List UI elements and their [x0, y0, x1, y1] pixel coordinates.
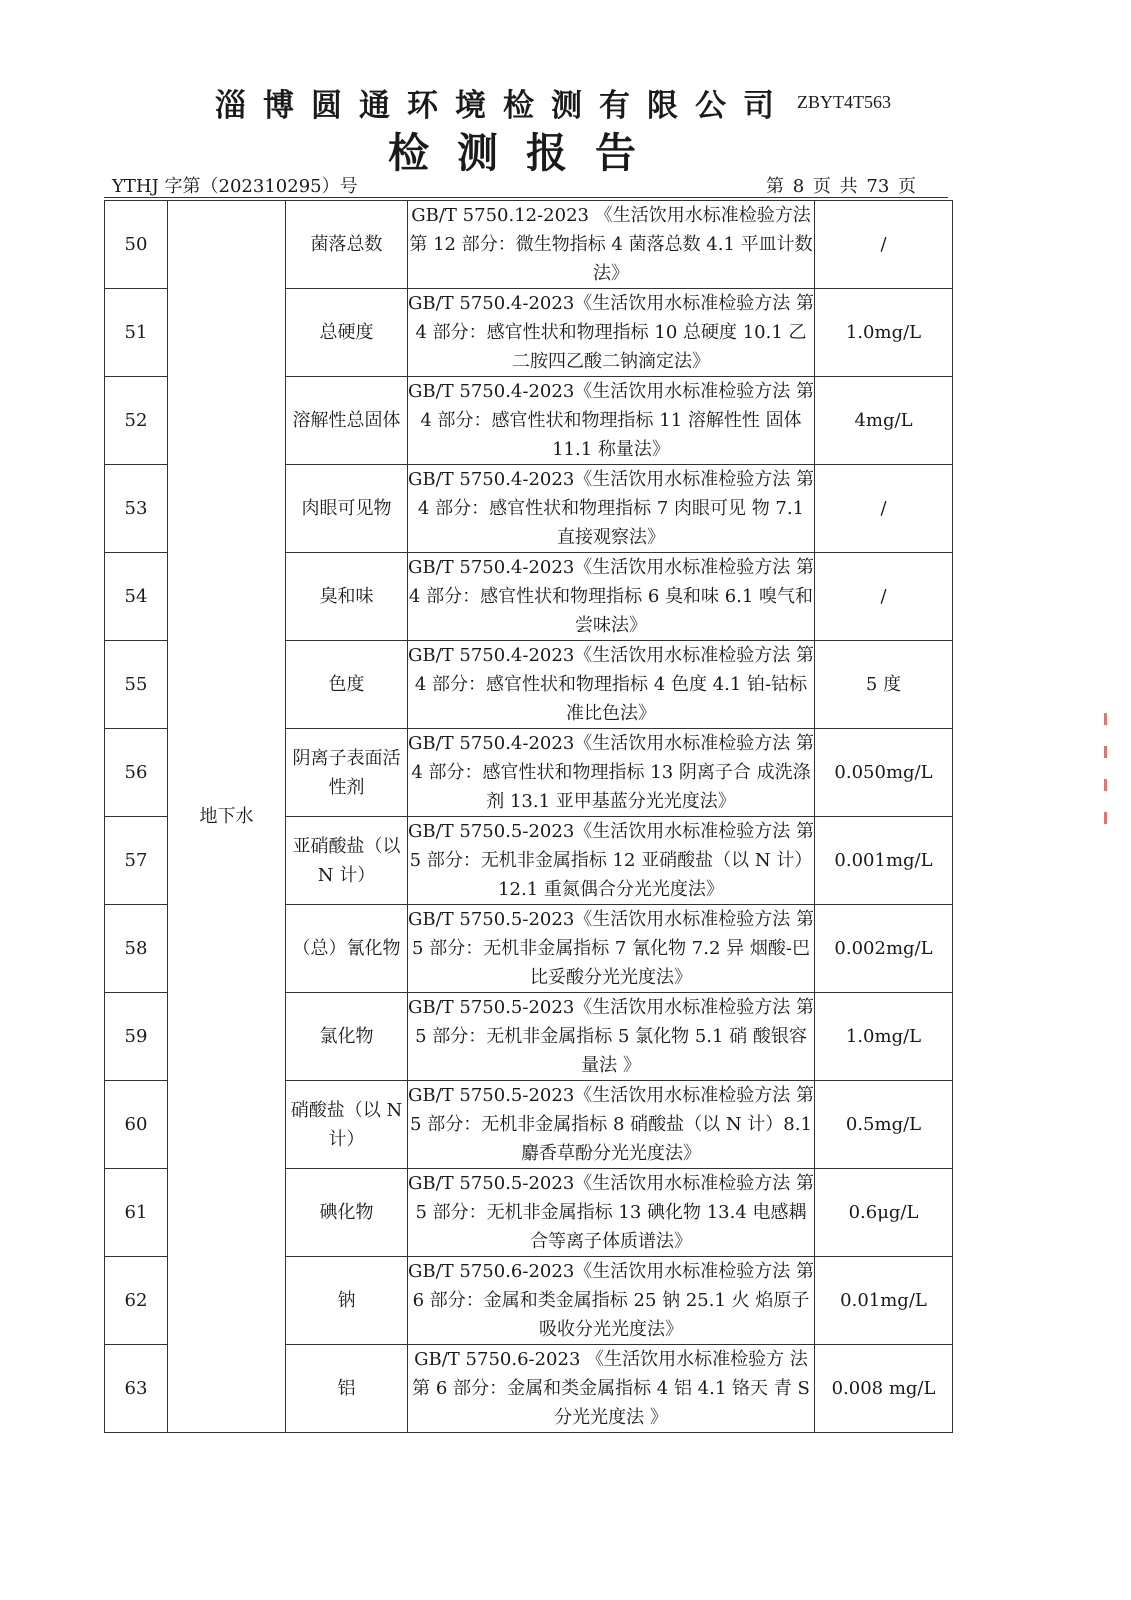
- detection-limit: 0.002mg/L: [815, 905, 953, 993]
- row-number: 63: [105, 1345, 168, 1433]
- test-item: 色度: [286, 641, 408, 729]
- sample-type: 地下水: [168, 201, 286, 1433]
- header-divider: [104, 197, 948, 198]
- test-item: （总）氰化物: [286, 905, 408, 993]
- test-item: 臭和味: [286, 553, 408, 641]
- test-item: 菌落总数: [286, 201, 408, 289]
- test-method: GB/T 5750.6-2023 《生活饮用水标准检验方 法 第 6 部分：金属和类金属指标 4 铝 4.1 铬天 青 S 分光光度法 》: [408, 1345, 815, 1433]
- table-row: [105, 201, 953, 289]
- report-title: 检测报告: [388, 129, 664, 177]
- test-item: 总硬度: [286, 289, 408, 377]
- detection-limit: 4mg/L: [815, 377, 953, 465]
- row-number: 58: [105, 905, 168, 993]
- row-number: 55: [105, 641, 168, 729]
- test-method: GB/T 5750.4-2023《生活饮用水标准检验方法 第 4 部分：感官性状和物理指标 7 肉眼可见 物 7.1 直接观察法》: [408, 465, 815, 553]
- test-item: 硝酸盐（以 N 计）: [286, 1081, 408, 1169]
- page-label-mid: 页 共: [812, 176, 858, 197]
- row-number: 53: [105, 465, 168, 553]
- test-method: GB/T 5750.4-2023《生活饮用水标准检验方法 第 4 部分：感官性状和物理指标 13 阴离子合 成洗涤剂 13.1 亚甲基蓝分光光度法》: [408, 729, 815, 817]
- test-method: GB/T 5750.4-2023《生活饮用水标准检验方法 第 4 部分：感官性状和物理指标 4 色度 4.1 铂-钴标准比色法》: [408, 641, 815, 729]
- document-code: ZBYT4T563: [797, 92, 891, 112]
- row-number: 51: [105, 289, 168, 377]
- results-table-body: [105, 201, 953, 1433]
- test-item: 碘化物: [286, 1169, 408, 1257]
- test-method: GB/T 5750.12-2023 《生活饮用水标准检验方法 第 12 部分：微生物指标 4 菌落总数 4.1 平皿计数法》: [408, 201, 815, 289]
- detection-limit: 1.0mg/L: [815, 993, 953, 1081]
- page-label-suffix: 页: [898, 176, 917, 197]
- test-method: GB/T 5750.4-2023《生活饮用水标准检验方法 第 4 部分：感官性状和物理指标 11 溶解性性 固体 11.1 称量法》: [408, 377, 815, 465]
- page-current: 8: [792, 176, 805, 197]
- detection-limit: 0.008 mg/L: [815, 1345, 953, 1433]
- detection-limit: /: [815, 553, 953, 641]
- test-item: 肉眼可见物: [286, 465, 408, 553]
- row-number: 54: [105, 553, 168, 641]
- company-name: 淄博圆通环境检测有限公司: [215, 88, 791, 124]
- detection-limit: /: [815, 201, 953, 289]
- report-number: YTHJ 字第（202310295）号: [112, 176, 358, 197]
- test-item: 铝: [286, 1345, 408, 1433]
- detection-limit: 0.001mg/L: [815, 817, 953, 905]
- detection-limit: 5 度: [815, 641, 953, 729]
- row-number: 52: [105, 377, 168, 465]
- edge-marks: [1104, 713, 1110, 855]
- page-label-prefix: 第: [766, 176, 784, 197]
- page-total: 73: [866, 176, 890, 197]
- test-item: 亚硝酸盐（以 N 计）: [286, 817, 408, 905]
- test-method: GB/T 5750.5-2023《生活饮用水标准检验方法 第 5 部分：无机非金属指标 7 氰化物 7.2 异 烟酸-巴比妥酸分光光度法》: [408, 905, 815, 993]
- detection-limit: 0.6μg/L: [815, 1169, 953, 1257]
- page-indicator: [766, 172, 916, 198]
- test-method: GB/T 5750.4-2023《生活饮用水标准检验方法 第 4 部分：感官性状和物理指标 10 总硬度 10.1 乙二胺四乙酸二钠滴定法》: [408, 289, 815, 377]
- row-number: 56: [105, 729, 168, 817]
- test-method: GB/T 5750.4-2023《生活饮用水标准检验方法 第 4 部分：感官性状和物理指标 6 臭和味 6.1 嗅气和尝味法》: [408, 553, 815, 641]
- row-number: 62: [105, 1257, 168, 1345]
- detection-limit: 1.0mg/L: [815, 289, 953, 377]
- test-item: 溶解性总固体: [286, 377, 408, 465]
- row-number: 59: [105, 993, 168, 1081]
- test-item: 阴离子表面活性剂: [286, 729, 408, 817]
- test-method: GB/T 5750.5-2023《生活饮用水标准检验方法 第 5 部分：无机非金属指标 12 亚硝酸盐（以 N 计）12.1 重氮偶合分光光度法》: [408, 817, 815, 905]
- detection-limit: 0.01mg/L: [815, 1257, 953, 1345]
- results-table: [104, 200, 953, 1433]
- test-item: 钠: [286, 1257, 408, 1345]
- row-number: 61: [105, 1169, 168, 1257]
- test-method: GB/T 5750.5-2023《生活饮用水标准检验方法 第 5 部分：无机非金属指标 8 硝酸盐（以 N 计）8.1 麝香草酚分光光度法》: [408, 1081, 815, 1169]
- row-number: 60: [105, 1081, 168, 1169]
- test-item: 氯化物: [286, 993, 408, 1081]
- test-method: GB/T 5750.5-2023《生活饮用水标准检验方法 第 5 部分：无机非金属指标 13 碘化物 13.4 电感耦合等离子体质谱法》: [408, 1169, 815, 1257]
- detection-limit: 0.5mg/L: [815, 1081, 953, 1169]
- detection-limit: 0.050mg/L: [815, 729, 953, 817]
- test-method: GB/T 5750.5-2023《生活饮用水标准检验方法 第 5 部分：无机非金属指标 5 氯化物 5.1 硝 酸银容量法 》: [408, 993, 815, 1081]
- row-number: 50: [105, 201, 168, 289]
- row-number: 57: [105, 817, 168, 905]
- detection-limit: /: [815, 465, 953, 553]
- test-method: GB/T 5750.6-2023《生活饮用水标准检验方法 第 6 部分：金属和类金属指标 25 钠 25.1 火 焰原子吸收分光光度法》: [408, 1257, 815, 1345]
- report-header: [0, 0, 1131, 200]
